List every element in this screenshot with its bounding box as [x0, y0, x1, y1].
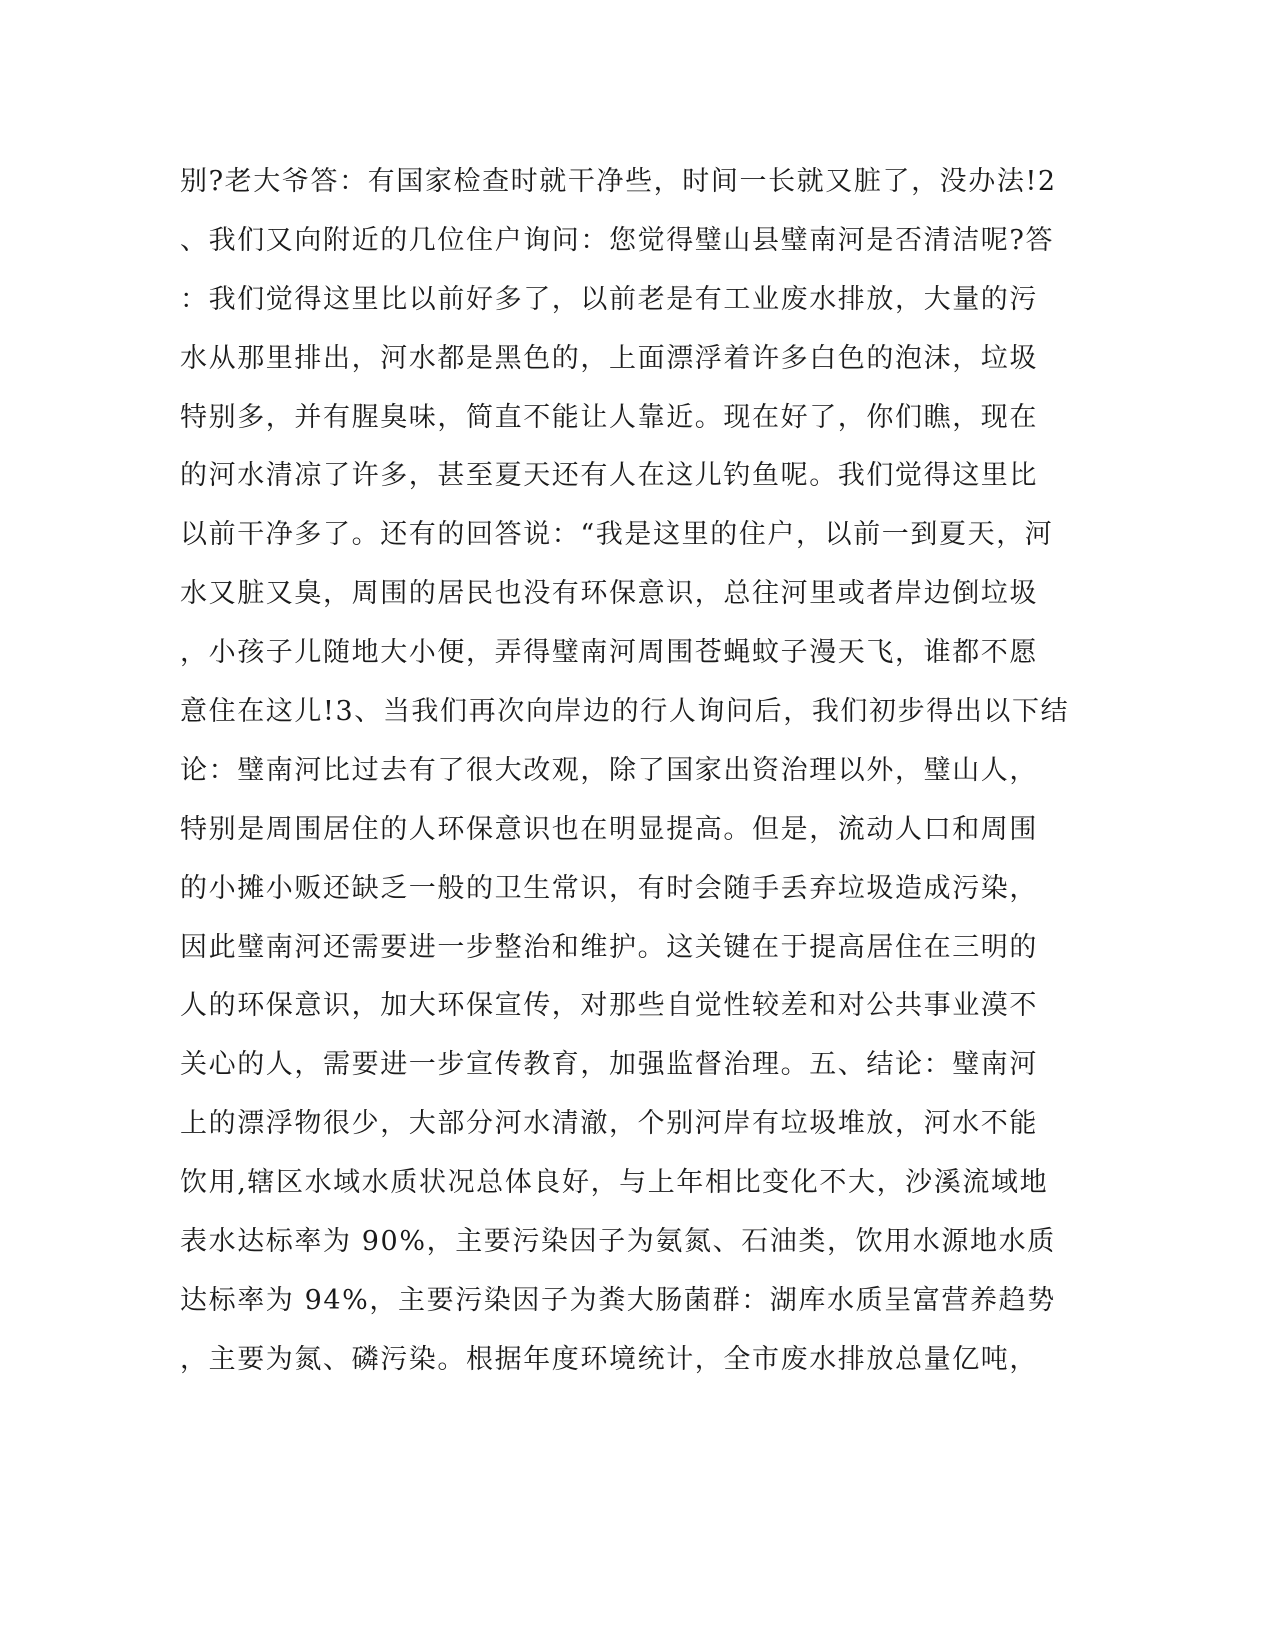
text-line: 上的漂浮物很少，大部分河水清澈，个别河岸有垃圾堆放，河水不能 [180, 1108, 1038, 1140]
text-line: 的河水清凉了许多，甚至夏天还有人在这儿钓鱼呢。我们觉得这里比 [180, 460, 1038, 492]
text-line: 、我们又向附近的几位住户询问：您觉得璧山县璧南河是否清洁呢?答 [180, 224, 1055, 256]
text-line: 的小摊小贩还缺乏一般的卫生常识，有时会随手丢弃垃圾造成污染， [180, 872, 1038, 904]
text-line: 饮用,辖区水域水质状况总体良好，与上年相比变化不大，沙溪流域地 [180, 1167, 1049, 1199]
text-line: 论：璧南河比过去有了很大改观，除了国家出资治理以外，璧山人， [180, 754, 1038, 786]
text-line: 水又脏又臭，周围的居民也没有环保意识，总往河里或者岸边倒垃圾 [180, 578, 1038, 610]
text-line: 表水达标率为 90%，主要污染因子为氨氮、石油类，饮用水源地水质 [180, 1226, 1056, 1258]
text-line: 关心的人，需要进一步宣传教育，加强监督治理。五、结论：璧南河 [180, 1049, 1038, 1081]
text-line: ，主要为氮、磷污染。根据年度环境统计，全市废水排放总量亿吨， [180, 1343, 1038, 1375]
text-line: 达标率为 94%，主要污染因子为粪大肠菌群：湖库水质呈富营养趋势 [180, 1284, 1056, 1316]
text-line: ，小孩子儿随地大小便，弄得璧南河周围苍蝇蚊子漫天飞，谁都不愿 [180, 637, 1038, 669]
text-line: 特别是周围居住的人环保意识也在明显提高。但是，流动人口和周围 [180, 813, 1038, 845]
text-line: 人的环保意识，加大环保宣传，对那些自觉性较差和对公共事业漠不 [180, 990, 1038, 1022]
text-line: 以前干净多了。还有的回答说：“我是这里的住户，以前一到夏天，河 [180, 519, 1054, 551]
text-line: 意住在这儿!3、当我们再次向岸边的行人询问后，我们初步得出以下结 [180, 696, 1070, 728]
body-text [180, 161, 1070, 1398]
text-line: 因此璧南河还需要进一步整治和维护。这关键在于提高居住在三明的 [180, 931, 1038, 963]
text-line: 水从那里排出，河水都是黑色的，上面漂浮着许多白色的泡沫，垃圾 [180, 342, 1038, 374]
text-line: 特别多，并有腥臭味，简直不能让人靠近。现在好了，你们瞧，现在 [180, 401, 1038, 433]
text-line: 别?老大爷答：有国家检查时就干净些，时间一长就又脏了，没办法!2 [180, 166, 1057, 197]
text-line: ：我们觉得这里比以前好多了，以前老是有工业废水排放，大量的污 [180, 283, 1038, 315]
